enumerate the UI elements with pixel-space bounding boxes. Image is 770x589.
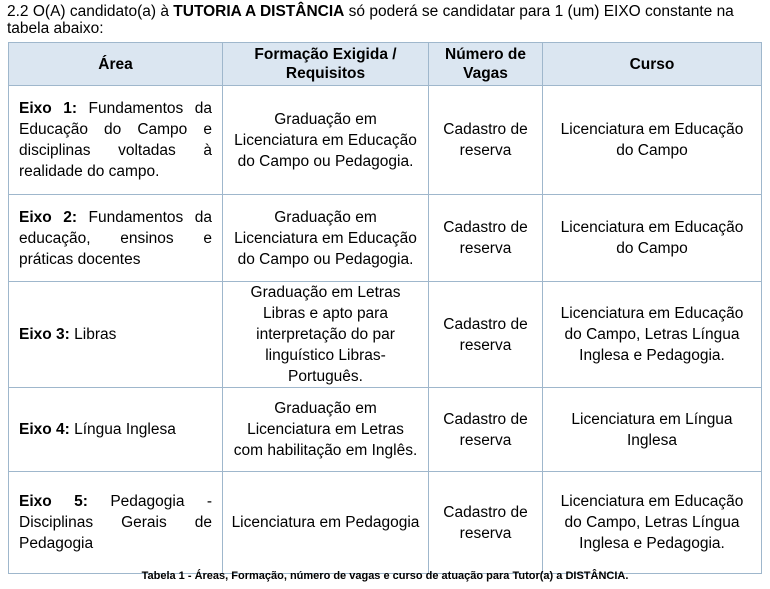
curso-cell: Licenciatura em Língua Inglesa <box>543 388 762 472</box>
vagas-cell: Cadastro de reserva <box>429 388 543 472</box>
intro-prefix: 2.2 O(A) candidato(a) à <box>7 3 174 20</box>
table-row <box>9 388 762 472</box>
area-text: Fundamentos da Educação do Campo e disciplinas voltadas à realidade do campo. <box>19 100 212 180</box>
area-cell <box>9 282 223 388</box>
area-cell <box>9 86 223 195</box>
table-caption: Tabela 1 - Áreas, Formação, número de vagas e curso de atuação para Tutor(a) a DISTÂNCIA. <box>141 570 629 582</box>
eixo-label: Eixo 2: <box>19 208 77 226</box>
table-row <box>9 86 762 195</box>
formacao-cell: Graduação em Letras Libras e apto para interpretação do par linguístico Libras-Português. <box>223 282 429 388</box>
table-row <box>9 472 762 574</box>
eixo-label: Eixo 4: <box>19 421 70 438</box>
area-cell <box>9 388 223 472</box>
area-cell <box>9 195 223 282</box>
header-area: Área <box>9 43 223 86</box>
header-vagas: Número de Vagas <box>429 43 543 86</box>
area-cell <box>9 472 223 574</box>
area-text: Fundamentos da educação, ensinos e práticas docentes <box>19 208 212 268</box>
eixo-label: Eixo 5: <box>19 493 88 510</box>
formacao-cell: Graduação em Licenciatura em Educação do Campo ou Pedagogia. <box>223 86 429 195</box>
vagas-cell: Cadastro de reserva <box>429 195 543 282</box>
table-row <box>9 282 762 388</box>
curso-cell: Licenciatura em Educação do Campo <box>543 86 762 195</box>
vagas-cell: Cadastro de reserva <box>429 472 543 574</box>
curso-cell: Licenciatura em Educação do Campo <box>543 195 762 282</box>
curso-cell: Licenciatura em Educação do Campo, Letras Língua Inglesa e Pedagogia. <box>543 282 762 388</box>
intro-bold: TUTORIA A DISTÂNCIA <box>173 3 345 20</box>
eixo-label: Eixo 1: <box>19 100 77 117</box>
formacao-cell: Graduação em Licenciatura em Letras com habilitação em Inglês. <box>223 388 429 472</box>
header-formacao: Formação Exigida / Requisitos <box>223 43 429 86</box>
table-row <box>9 195 762 282</box>
area-text: Pedagogia - Disciplinas Gerais de Pedagogia <box>19 493 212 552</box>
eixos-table <box>8 42 762 574</box>
table-header-row <box>9 43 762 86</box>
intro-suffix: só poderá se candidatar para 1 (um) EIXO constante na tabela abaixo: <box>7 3 734 37</box>
formacao-cell: Graduação em Licenciatura em Educação do Campo ou Pedagogia. <box>223 195 429 282</box>
area-text: Libras <box>69 326 117 343</box>
vagas-cell: Cadastro de reserva <box>429 86 543 195</box>
curso-cell: Licenciatura em Educação do Campo, Letras Língua Inglesa e Pedagogia. <box>543 472 762 574</box>
eixo-label: Eixo 3: <box>19 326 70 343</box>
header-curso: Curso <box>543 43 762 86</box>
formacao-cell: Licenciatura em Pedagogia <box>223 472 429 574</box>
area-text: Língua Inglesa <box>69 421 176 438</box>
intro-paragraph <box>7 3 767 37</box>
vagas-cell: Cadastro de reserva <box>429 282 543 388</box>
